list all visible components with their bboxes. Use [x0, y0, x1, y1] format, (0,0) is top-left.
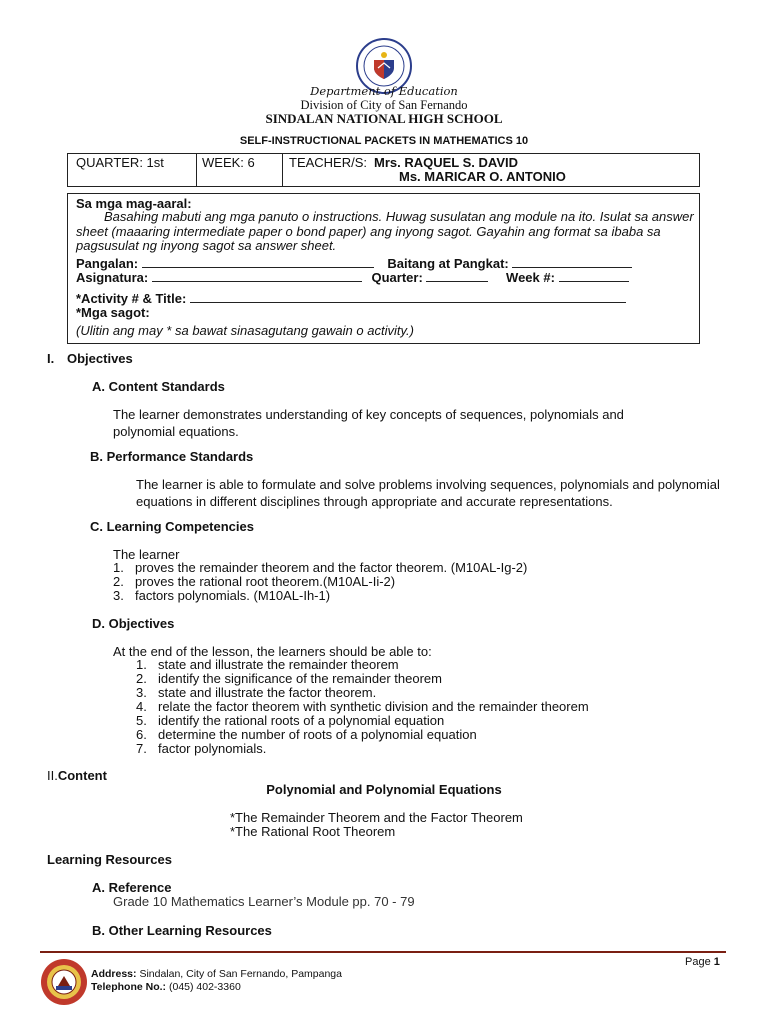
list-item: 3. factors polynomials. (M10AL-Ih-1): [113, 588, 331, 603]
list-item: 3. state and illustrate the factor theorem.: [136, 685, 377, 700]
quarter-label: Quarter:: [371, 270, 423, 285]
d-objectives-intro: At the end of the lesson, the learners should be able to:: [113, 644, 432, 659]
section-objectives-heading: Objectives: [67, 351, 133, 366]
division-name: Division of City of San Fernando: [300, 98, 468, 112]
section-i-num: I.: [47, 351, 55, 366]
list-item: 1. state and illustrate the remainder theorem: [136, 657, 399, 672]
school-seal-icon: [40, 958, 88, 1006]
section-content-heading: Content: [57, 768, 107, 783]
page-num: 1: [713, 956, 720, 968]
asignatura-label: Asignatura:: [76, 270, 149, 285]
teacher-cell: [283, 154, 697, 186]
teacher-2: Ms. MARICAR O. ANTONIO: [399, 169, 566, 184]
content-standards-text: The learner demonstrates understanding of key concepts of sequences, polynomials and polynomial equations.: [113, 407, 624, 439]
asignatura-row: [76, 270, 696, 285]
performance-standards-heading: B. Performance Standards: [90, 449, 254, 464]
list-item: 2. proves the rational root theorem.(M10AL-Ii-2): [113, 574, 396, 589]
school-name: SINDALAN NATIONAL HIGH SCHOOL: [265, 111, 503, 126]
page-label: Page: [685, 956, 711, 968]
activity-row: [76, 291, 696, 306]
teacher-1: Mrs. RAQUEL S. DAVID: [374, 155, 518, 170]
learner-note: (Ulitin ang may * sa bawat sinasagutang gawain o activity.): [76, 323, 414, 338]
reference-text: Grade 10 Mathematics Learner’s Module pp. 70 - 79: [113, 894, 415, 909]
content-line-1: *The Remainder Theorem and the Factor Theorem: [230, 810, 523, 825]
content-standards-heading: A. Content Standards: [92, 379, 225, 394]
d-objectives-heading: D. Objectives: [92, 616, 175, 631]
other-resources-heading: B. Other Learning Resources: [92, 923, 272, 938]
week-value: WEEK: 6: [202, 155, 255, 170]
section-ii-row: [47, 768, 107, 783]
learner-heading: Sa mga mag-aaral:: [76, 196, 192, 211]
info-table: [67, 153, 700, 187]
list-item: 4. relate the factor theorem with synthetic division and the remainder theorem: [136, 699, 589, 714]
footer-rule: [40, 951, 726, 953]
section-ii-num: II.: [47, 768, 58, 783]
list-item: 7. factor polynomials.: [136, 741, 267, 756]
d-objectives-list: [136, 658, 589, 756]
packet-title: SELF-INSTRUCTIONAL PACKETS IN MATHEMATICS 10: [239, 135, 529, 147]
teacher-label: TEACHER/S:: [289, 155, 368, 170]
baitang-blank: [512, 257, 632, 268]
week-blank: [559, 271, 629, 282]
baitang-label: Baitang at Pangkat:: [387, 256, 509, 271]
phone-line: Telephone No.: (045) 402-3360: [91, 981, 241, 993]
quarter-cell: [68, 154, 197, 186]
learning-resources-heading: Learning Resources: [47, 852, 172, 867]
week-label: Week #:: [506, 270, 555, 285]
footer-contact: [91, 968, 342, 994]
list-item: 6. determine the number of roots of a polynomial equation: [136, 727, 477, 742]
content-title: Polynomial and Polynomial Equations: [266, 782, 502, 797]
competencies-heading: C. Learning Competencies: [90, 519, 254, 534]
content-line-2: *The Rational Root Theorem: [230, 824, 396, 839]
activity-label: *Activity # & Title:: [76, 291, 187, 306]
dept-name: Department of Education: [310, 84, 458, 98]
quarter-blank: [426, 271, 488, 282]
sagot-label: *Mga sagot:: [76, 305, 150, 320]
list-item: 2. identify the significance of the remainder theorem: [136, 671, 442, 686]
competencies-list: [113, 561, 527, 603]
list-item: 1. proves the remainder theorem and the factor theorem. (M10AL-Ig-2): [113, 560, 528, 575]
learner-instructions: Basahing mabuti ang mga panuto o instructions. Huwag susulatan ang module na ito. Isulat sa answer sheet (maaaring intermediate paper o bond paper) ang inyong sagot. Gayahin ang format sa ibaba sa pagsusulat ng inyong sagot sa answer sheet.: [76, 209, 694, 253]
reference-heading: A. Reference: [92, 880, 172, 895]
competencies-intro: The learner: [113, 547, 180, 562]
address-line: Address: Sindalan, City of San Fernando, Pampanga: [91, 968, 342, 980]
quarter-value: QUARTER: 1st: [76, 155, 164, 170]
list-item: 5. identify the rational roots of a polynomial equation: [136, 713, 445, 728]
school-logo: [40, 958, 88, 1006]
week-cell: [196, 154, 283, 186]
learner-instructions-box: [67, 193, 700, 344]
pangalan-blank: [142, 257, 374, 268]
page-number: [685, 956, 720, 968]
activity-blank: [190, 292, 626, 303]
asignatura-blank: [152, 271, 362, 282]
pangalan-label: Pangalan:: [76, 256, 139, 271]
pangalan-row: [76, 256, 696, 271]
performance-standards-text: The learner is able to formulate and solve problems involving sequences, polynomials and polynomial equations in different disciplines through appropriate and accurate representations.: [136, 477, 720, 509]
